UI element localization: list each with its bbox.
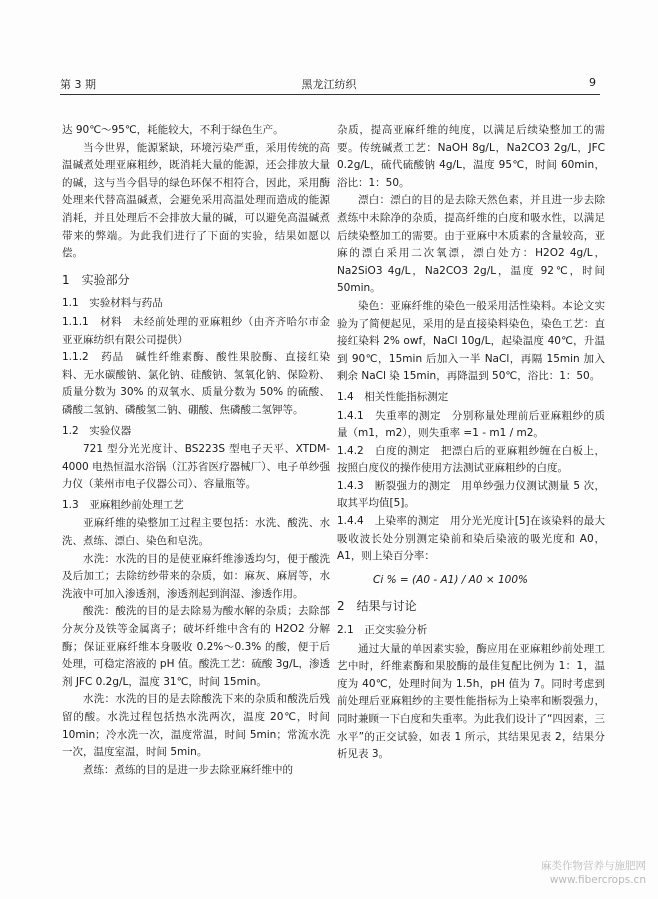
left-paragraph: 1.1 实验材料与药品 [62,297,163,310]
left-paragraph: 水洗：水洗的目的是使亚麻纤维渗透均匀，便于酸洗及后加工；去除纺纱带来的杂质，如：麻灰、麻屑等，水洗液中可加入渗透剂，渗透剂起到润湿、渗透作用。 [62,552,330,600]
left-paragraph: 1.1.2 药品 碱性纤维素酶、酸性果胶酶、直接红染料、无水碳酸钠、氯化钠、硅酸钠、氢氧化钠、保险粉、质量分数为 30% 的双氧水、质量分数为 50% 的硫酸、磷酸二氢钠、磷酸氢二钠、硼酸、焦磷酸二氢钾等。 [62,351,330,416]
left-paragraph: 1 实验部分 [62,272,130,287]
watermark-url: www.fibercrops.cn [549,874,646,886]
left-paragraph: 当今世界，能源紧缺，环境污染严重，采用传统的高温碱煮处理亚麻粗纱，既消耗大量的能源，还会排放大量的碱，这与当今倡导的绿色环保不相符合，因此，采用酶处理来代替高温碱煮，会避免采用高温处理而造成的能源消耗，并且处理后不会排放大量的碱，可以避免高温碱煮带来的弊端。为此我们进行了下面的实验，结果如愿以偿。 [62,141,330,260]
left-paragraph: 1.3 亚麻粗纱前处理工艺 [62,498,184,511]
left-paragraph: 达 90℃～95℃，耗能较大，不利于绿色生产。 [62,124,284,136]
right-paragraph: 漂白：漂白的目的是去除天然色素，并且进一步去除煮练中未除净的杂质，提高纤维的白度和吸水性，以满足后续染整加工的需要。由于亚麻中木质素的含量较高，亚麻的漂白采用二次氧漂，漂白处方：H2O2 4g/L，Na2SiO3 4g/L，Na2CO3 2g/L，温度 92℃，时间 50min。 [337,194,605,295]
watermark-name: 麻类作物营养与施肥网 [541,860,646,872]
page-number: 9 [589,76,596,89]
left-paragraph: 1.2 实验仪器 [62,424,132,437]
right-paragraph: 1.4.4 上染率的测定 用分光光度计[5]在该染料的最大吸收波长处分别测定染前和染后染液的吸光度和 A0，A1，则上染百分率： [337,515,605,563]
right-paragraph: 1.4.1 失重率的测定 分别称量处理前后亚麻粗纱的质量（m1，m2），则失重率 =1 - m1 / m2。 [337,409,605,440]
right-paragraph: 1.4.3 断裂强力的测定 用单纱强力仪测试测量 5 次，取其平均值[5]。 [337,479,605,510]
issue-number: 第 3 期 [60,78,96,91]
left-paragraph: 水洗：水洗的目的是去除酸洗下来的杂质和酸洗后残留的酸。水洗过程包括热水洗两次，温度 20℃，时间 10min；冷水洗一次，温度常温，时间 5min；常流水洗一次，温度室温，时间 5min。 [62,693,330,759]
right-paragraph: 1.4.2 白度的测定 把漂白后的亚麻粗纱缠在白板上，按照白度仪的操作使用方法测试亚麻粗纱的白度。 [337,444,605,475]
right-paragraph: 通过大量的单因素实验，酶应用在亚麻粗纱前处理工艺中时，纤维素酶和果胶酶的最佳复配比例为 1：1，温度为 40℃，处理时间为 1.5h，pH 值为 7。同时考虑到前处理后亚麻粗纱的主要性能指标为上染率和断裂强力，同时兼顾一下白度和失重率。为此我们设计了“四因素，三水平”的正交试验，如表 1 所示，其结果见表 2，结果分析见表 3。 [337,642,605,761]
left-paragraph: 721 型分光光度计、BS223S 型电子天平、XTDM-4000 电热恒温水浴锅（江苏省医疗器械厂）、电子单纱强力仪（莱州市电子仪器公司）、容量瓶等。 [62,443,330,491]
right-paragraph: 2.1 正交实验分析 [337,624,428,637]
left-paragraph: 亚麻纤维的染整加工过程主要包括：水洗、酸洗、水洗、煮练、漂白、染色和皂洗。 [62,517,330,548]
right-paragraph: Ci % = (A0 - A1) / A0 × 100% [373,573,528,586]
right-paragraph: 1.4 相关性能指标测定 [337,390,449,403]
header-rule [60,94,600,95]
left-paragraph: 酸洗：酸洗的目的是去除易为酸水解的杂质；去除部分灰分及铁等金属离子；破坏纤维中含有的 H2O2 分解酶；保证亚麻纤维本身吸收 0.2%～0.3% 的酸，便于后处理，可稳定溶液的 pH 值。酸洗工艺：硫酸 3g/L，渗透剂 JFC 0.2g/L，温度 31℃，时间 15min。 [62,605,330,688]
left-paragraph: 1.1.1 材料 未经前处理的亚麻粗纱（由齐齐哈尔市金亚亚麻纺织有限公司提供） [62,315,330,346]
journal-name: 黑龙江纺织 [301,78,357,91]
right-paragraph: 杂质，提高亚麻纤维的纯度，以满足后续染整加工的需要。传统碱煮工艺：NaOH 8g/L，Na2CO3 2g/L，JFC 0.2g/L，硫代硫酸钠 4g/L，温度 95℃，时间 60min，浴比：1：50。 [337,124,605,189]
right-column [337,122,605,764]
right-paragraph: 2 结果与讨论 [337,599,417,614]
left-column [62,122,330,779]
right-paragraph: 染色：亚麻纤维的染色一般采用活性染料。本论文实验为了简便起见，采用的是直接染料染色，染色工艺：直接红染料 2% owf，NaCl 10g/L，起染温度 40℃，升温到 90℃，15min 后加入一半 NaCl，再隔 15min 加入剩余 NaCl 染 15min，再降温到 50℃，浴比：1：50。 [337,299,605,383]
watermark [541,859,646,887]
left-paragraph: 煮练：煮练的目的是进一步去除亚麻纤维中的 [83,763,293,776]
